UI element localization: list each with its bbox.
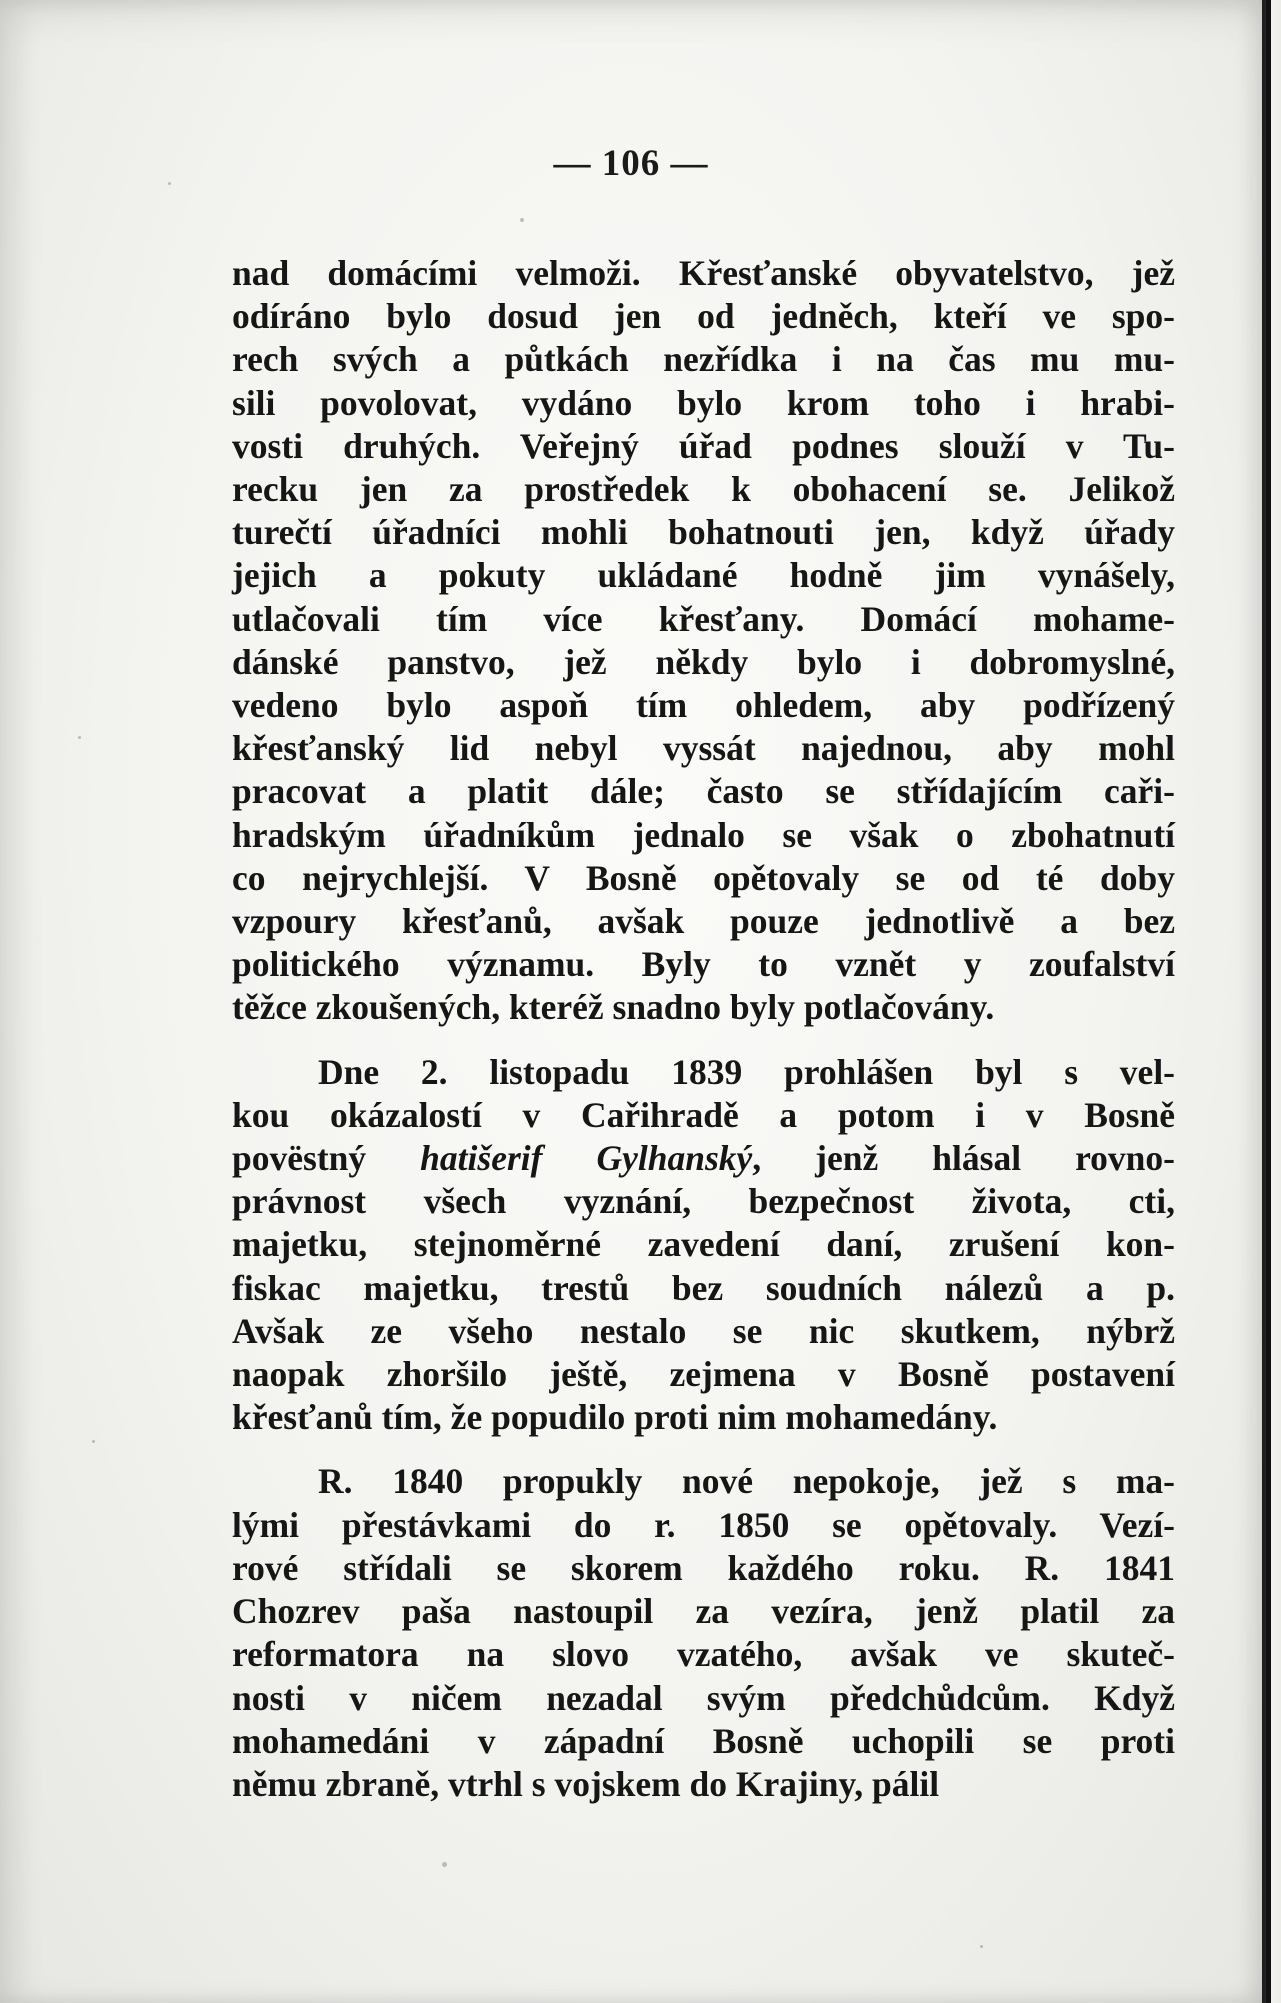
text-line: lými přestávkami do r. 1850 se opětovaly. Vezí- <box>232 1504 1175 1545</box>
text-line: pracovat a platit dále; často se střídajícím caři- <box>232 771 1175 812</box>
text-line: naopak zhoršilo ještě, zejmena v Bosně postavení <box>232 1354 1175 1395</box>
paper-speck <box>92 1440 95 1443</box>
text-line: majetku, stejnoměrné zavedení daní, zrušení kon- <box>232 1224 1175 1265</box>
paper-speck <box>980 1945 983 1948</box>
text-line: vedeno bylo aspoň tím ohledem, aby podřízený <box>232 685 1175 726</box>
text-line: turečtí úřadníci mohli bohatnouti jen, když úřady <box>232 512 1175 553</box>
text-line: němu zbraně, vtrhl s vojskem do Krajiny, pálil <box>232 1763 940 1804</box>
text-line: R. 1840 propukly nové nepokoje, jež s ma- <box>318 1461 1175 1502</box>
text-line: rové střídali se skorem každého roku. R. 1841 <box>232 1547 1175 1588</box>
text-line: křesťanů tím, že popudilo proti nim mohamedány. <box>232 1397 998 1438</box>
text-segment: povëstný <box>232 1138 367 1179</box>
text-line: vzpoury křesťanů, avšak pouze jednotlivě a bez <box>232 901 1175 942</box>
text-line: křesťanský lid nebyl vyssát najednou, aby mohl <box>232 728 1175 769</box>
text-line: hradským úřadníkům jednalo se však o zbohatnutí <box>232 814 1175 855</box>
paragraph-2 <box>232 1051 1175 1440</box>
text-line: utlačovali tím více křesťany. Domácí mohame- <box>232 598 1175 639</box>
text-line: dánské panstvo, jež někdy bylo i dobromyslné, <box>232 641 1175 682</box>
text-line: nosti v ničem nezadal svým předchůdcům. Když <box>232 1677 1175 1718</box>
body-text <box>232 252 1175 1806</box>
paragraph-1 <box>232 252 1175 1030</box>
paper-speck <box>78 736 81 739</box>
text-line: rech svých a půtkách nezřídka i na čas mu mu- <box>232 339 1175 380</box>
text-line: politického významu. Byly to vznět y zoufalství <box>232 944 1175 985</box>
text-line: těžce zkoušených, kteréž snadno byly potlačovány. <box>232 987 995 1028</box>
text-line: recku jen za prostředek k obohacení se. Jelikož <box>232 469 1175 510</box>
text-segment: , jenž hlásal rovno- <box>752 1138 1175 1179</box>
text-line: vosti druhých. Veřejný úřad podnes slouží v Tu- <box>232 425 1175 466</box>
text-line: odíráno bylo dosud jen od jedněch, kteří ve spo- <box>232 296 1175 337</box>
text-line: Avšak ze všeho nestalo se nic skutkem, nýbrž <box>232 1310 1175 1351</box>
text-line: právnost všech vyznání, bezpečnost života, cti, <box>232 1181 1175 1222</box>
paper-speck <box>168 182 171 185</box>
text-line: reformatora na slovo vzatého, avšak ve skuteč- <box>232 1634 1175 1675</box>
text-line-with-italic <box>232 1137 1175 1180</box>
paragraph-3 <box>232 1460 1175 1806</box>
text-line: fiskac majetku, trestů bez soudních nálezů a p. <box>232 1267 1175 1308</box>
binding-edge <box>1266 0 1271 2003</box>
paper-speck <box>520 218 524 222</box>
text-line: Chozrev paša nastoupil za vezíra, jenž platil za <box>232 1591 1175 1632</box>
text-line: Dne 2. listopadu 1839 prohlášen byl s vel- <box>318 1051 1175 1092</box>
italic-term: hatišerif Gylhanský <box>420 1138 753 1179</box>
text-line: jejich a pokuty ukládané hodně jim vynášely, <box>232 555 1175 596</box>
page-number: — 106 — <box>553 143 709 184</box>
text-line: mohamedáni v západní Bosně uchopili se proti <box>232 1720 1175 1761</box>
text-line: nad domácími velmoži. Křesťanské obyvatelstvo, jež <box>232 253 1175 293</box>
text-line: co nejrychlejší. V Bosně opětovaly se od té doby <box>232 857 1175 898</box>
text-line: sili povolovat, vydáno bylo krom toho i hrabi- <box>232 382 1175 423</box>
page-edge-shadow <box>1262 0 1281 2003</box>
paper-speck <box>442 1862 447 1867</box>
text-line: kou okázalostí v Cařihradě a potom i v Bosně <box>232 1094 1175 1135</box>
